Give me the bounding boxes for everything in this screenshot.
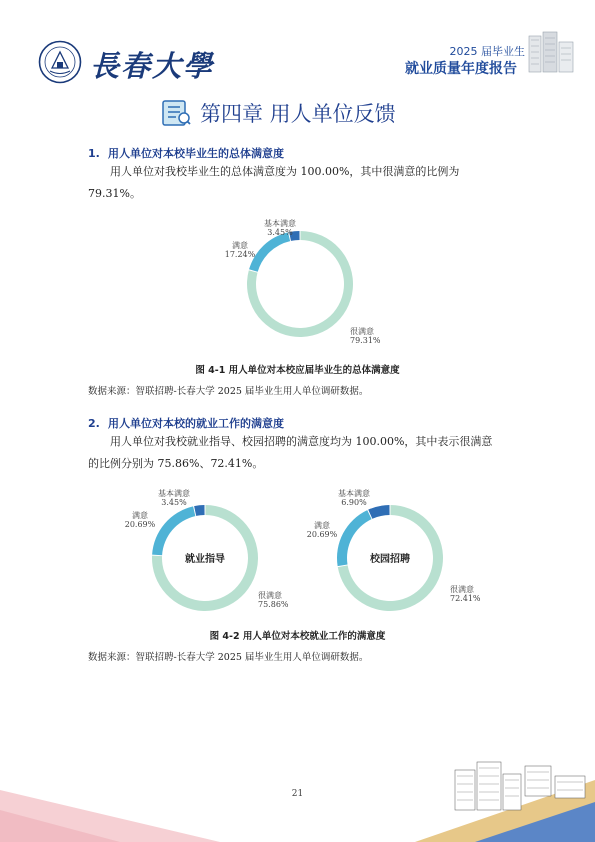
donut-slice-2 (152, 506, 195, 555)
donut-slice-3 (194, 505, 204, 516)
donut-center-label: 校园招聘 (370, 554, 410, 565)
slice-value-label: 6.90% (341, 498, 367, 507)
data-source-note: 数据来源：智联招聘-长春大学 2025 届毕业生用人单位调研数据。 (88, 386, 369, 397)
donut-slice-3 (368, 505, 389, 519)
campus-recruitment-donut-chart (290, 484, 510, 624)
report-year-heading: 2025 届毕业生 (449, 45, 525, 58)
slice-category-label: 满意 (314, 521, 330, 530)
slice-category-label: 基本满意 (264, 219, 296, 228)
section-title: 用人单位对本校毕业生的总体满意度 (108, 147, 284, 160)
donut-slice-2 (337, 510, 372, 566)
overall-satisfaction-donut-chart (200, 214, 400, 354)
slice-value-label: 3.45% (161, 498, 187, 507)
section-heading (88, 145, 284, 161)
section-title: 用人单位对本校的就业工作的满意度 (108, 417, 284, 430)
figure-caption: 图 4-2 用人单位对本校就业工作的满意度 (209, 631, 386, 642)
paragraph-line: 用人单位对我校就业指导、校园招聘的满意度均为 100.00%，其中表示很满意 (110, 435, 493, 448)
book-icon (160, 98, 192, 128)
section-heading (88, 415, 284, 431)
university-name: 長春大學 (90, 49, 215, 83)
donut-center-label: 就业指导 (185, 554, 225, 565)
section-number: 2. (88, 417, 100, 430)
slice-value-label: 20.69% (306, 530, 338, 539)
slice-value-label: 72.41% (450, 594, 481, 603)
campus-sketch-graphic (385, 740, 595, 842)
paragraph-line: 用人单位对我校毕业生的总体满意度为 100.00%，其中很满意的比例为 (110, 165, 460, 178)
decorative-corner-shape (0, 780, 220, 842)
slice-value-label: 3.45% (267, 228, 293, 237)
section-paragraph (88, 161, 528, 183)
slice-value-label: 20.69% (124, 520, 156, 529)
slice-category-label: 很满意 (450, 585, 474, 594)
report-title-heading: 就业质量年度报告 (405, 61, 517, 77)
paragraph-line-2: 的比例分别为 75.86%、72.41%。 (88, 457, 264, 470)
figure-caption: 图 4-1 用人单位对本校应届毕业生的总体满意度 (195, 365, 400, 376)
slice-category-label: 满意 (232, 241, 248, 250)
section-paragraph (88, 431, 538, 453)
slice-category-label: 满意 (132, 511, 148, 520)
paragraph-line-2: 79.31%。 (88, 187, 141, 200)
slice-category-label: 很满意 (350, 327, 374, 336)
career-guidance-donut-chart (100, 484, 320, 624)
slice-value-label: 17.24% (224, 250, 256, 259)
chapter-title: 第四章 用人单位反馈 (200, 102, 396, 126)
slice-value-label: 75.86% (258, 600, 289, 609)
slice-category-label: 很满意 (258, 591, 282, 600)
slice-category-label: 基本满意 (338, 489, 370, 498)
page-number: 21 (291, 789, 304, 799)
section-number: 1. (88, 147, 100, 160)
slice-category-label: 基本满意 (158, 489, 190, 498)
data-source-note: 数据来源：智联招聘-长春大学 2025 届毕业生用人单位调研数据。 (88, 652, 369, 663)
university-seal-icon (38, 40, 82, 84)
slice-value-label: 79.31% (350, 336, 381, 345)
